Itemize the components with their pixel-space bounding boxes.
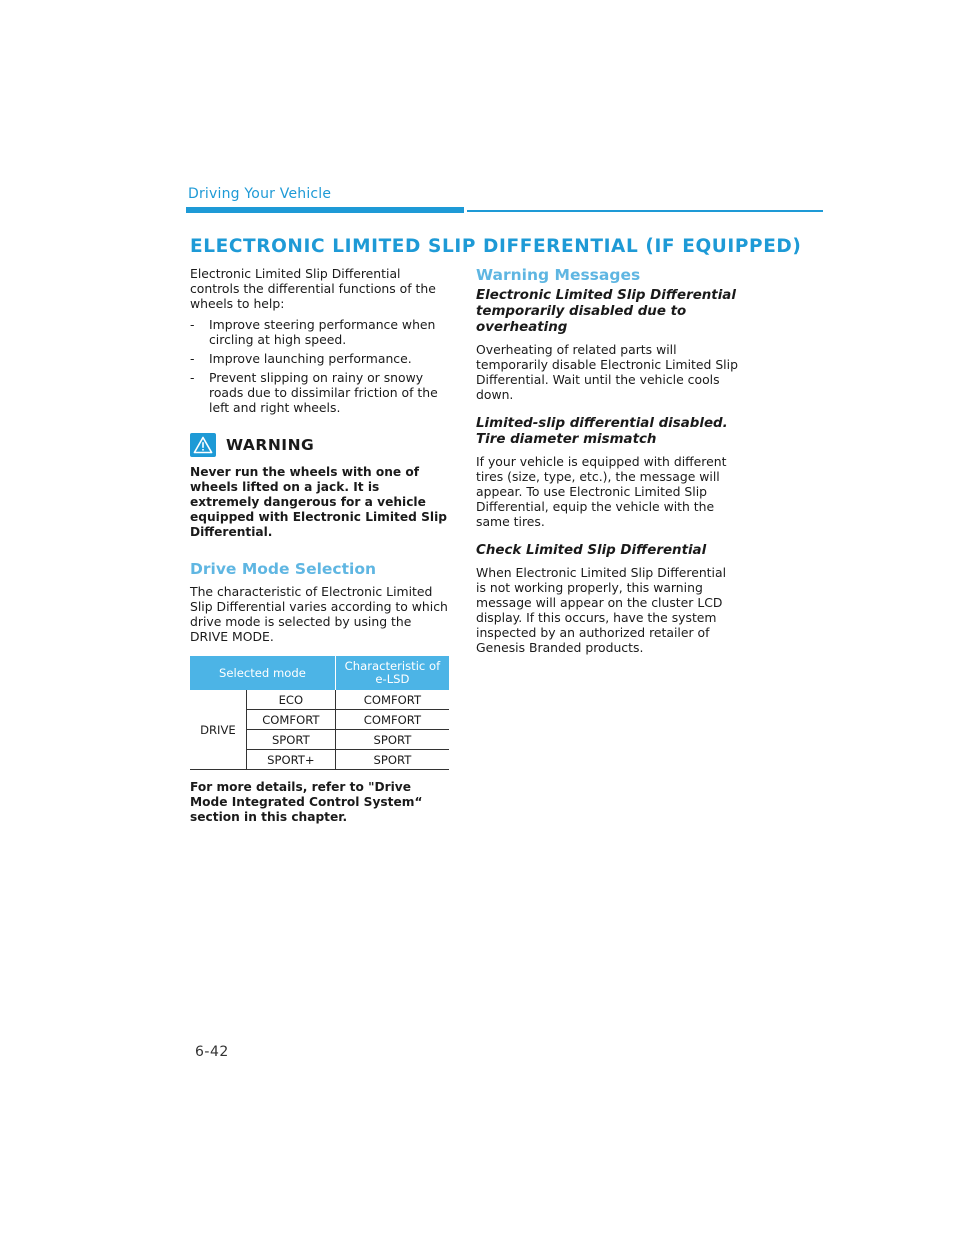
warning-messages-title: Warning Messages: [476, 266, 641, 284]
drive-mode-title: Drive Mode Selection: [190, 560, 377, 578]
list-item: - Improve steering performance when circling at high speed.: [190, 317, 436, 347]
table-cell-characteristic: SPORT: [335, 730, 449, 750]
warning-title: WARNING: [226, 436, 315, 454]
table-cell-mode: SPORT+: [246, 750, 335, 770]
header-bar-thick: [186, 207, 464, 213]
table-cell-mode: ECO: [246, 690, 335, 710]
table-cell-mode: COMFORT: [246, 710, 335, 730]
table-header-selected-mode: Selected mode: [190, 656, 335, 690]
list-item: - Improve launching performance.: [190, 351, 412, 366]
left-column: [190, 266, 452, 825]
message-heading-overheating: Electronic Limited Slip Differential temporarily disabled due to overheating: [476, 288, 736, 335]
message-text-overheating: Overheating of related parts will temporarily disable Electronic Limited Slip Differential. Wait until the vehicle cools down.: [476, 342, 738, 402]
table-cell-characteristic: COMFORT: [335, 710, 449, 730]
reference-note: For more details, refer to "Drive Mode Integrated Control System“ section in this chapter.: [190, 780, 423, 824]
drive-mode-text: The characteristic of Electronic Limited Slip Differential varies according to which drive mode is selected by using the DRIVE MODE.: [190, 584, 448, 644]
warning-text: Never run the wheels with one of wheels lifted on a jack. It is extremely dangerous for a vehicle equipped with Electronic Limited Slip Differential.: [190, 465, 447, 539]
warning-triangle-icon: [190, 433, 216, 457]
table-group-drive: DRIVE: [190, 690, 246, 770]
message-text-tire-mismatch: If your vehicle is equipped with different tires (size, type, etc.), the message will appear. To use Electronic Limited Slip Differential, equip the vehicle with the same tires.: [476, 454, 727, 529]
table-row: [190, 690, 449, 710]
header-bar-thin: [467, 210, 823, 212]
intro-text: Electronic Limited Slip Differential controls the differential functions of the wheels to help:: [190, 266, 436, 311]
list-item: - Prevent slipping on rainy or snowy roads due to dissimilar friction of the left and right wheels.: [190, 370, 438, 415]
table-cell-mode: SPORT: [246, 730, 335, 750]
section-title: ELECTRONIC LIMITED SLIP DIFFERENTIAL (IF EQUIPPED): [190, 236, 802, 257]
message-text-check-lsd: When Electronic Limited Slip Differential is not working properly, this warning message will appear on the cluster LCD display. If this occurs, have the system inspected by an authorized retailer of Genesis Branded products.: [476, 565, 727, 655]
page-number: 6-42: [195, 1044, 229, 1060]
warning-header: [190, 433, 452, 457]
chapter-header: Driving Your Vehicle: [188, 186, 332, 202]
table-cell-characteristic: SPORT: [335, 750, 449, 770]
drive-mode-table: [190, 656, 449, 770]
right-column: [476, 266, 738, 655]
benefit-list: [190, 317, 452, 415]
message-heading-tire-mismatch: Limited-slip differential disabled. Tire diameter mismatch: [476, 416, 728, 447]
table-cell-characteristic: COMFORT: [335, 690, 449, 710]
message-heading-check-lsd: Check Limited Slip Differential: [476, 543, 707, 558]
table-header-characteristic: Characteristic of e-LSD: [335, 656, 449, 690]
